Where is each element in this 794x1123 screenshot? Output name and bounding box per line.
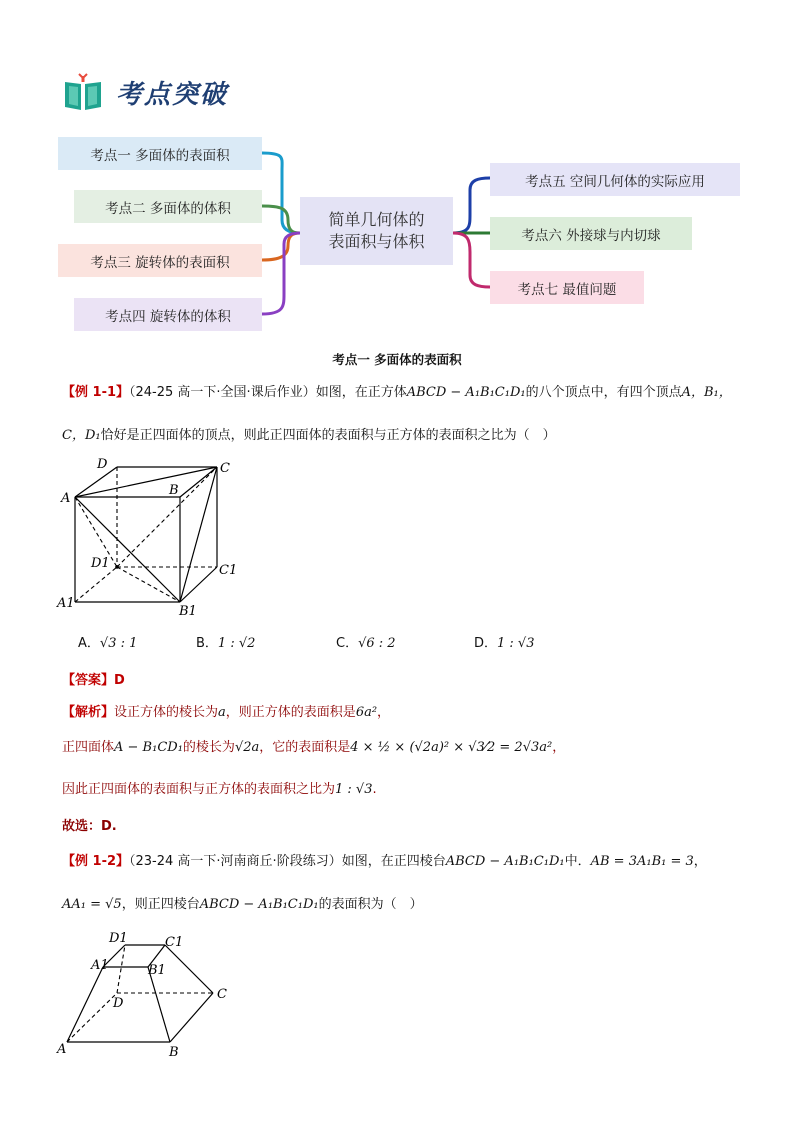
- option-b[interactable]: B．1 : √2: [196, 636, 256, 651]
- frustum-label-c: C: [217, 987, 227, 1002]
- cube-label-b1: B1: [179, 604, 197, 619]
- mindmap-topic-6[interactable]: 考点六 外接球与内切球: [490, 217, 692, 250]
- frustum-label-c1: C1: [165, 935, 184, 950]
- frustum-label-a: A: [57, 1042, 67, 1057]
- option-c[interactable]: C．√6 : 2: [336, 636, 396, 651]
- example1-tag: 【例 1-1】: [62, 385, 130, 400]
- analysis-line1: 【解析】设正方体的棱长为a，则正方体的表面积是6a²，: [62, 705, 391, 720]
- example2-tag: 【例 1-2】: [62, 854, 130, 869]
- cube-label-a: A: [61, 491, 71, 506]
- mindmap-topic-3[interactable]: 考点三 旋转体的表面积: [58, 244, 262, 277]
- surface-area-formula: 4 × ½ × (√2a)² × √3⁄2 = 2√3a²: [350, 740, 553, 755]
- example1-line2: C，D₁恰好是正四面体的顶点，则此正四面体的表面积与正方体的表面积之比为（ ）: [62, 428, 556, 443]
- mindmap-topic-7[interactable]: 考点七 最值问题: [490, 271, 644, 304]
- cube-figure: [55, 452, 245, 622]
- choice-line: 故选：D.: [62, 819, 117, 834]
- header-book-icon: [62, 70, 104, 112]
- frustum-label-b1: B1: [148, 963, 166, 978]
- mindmap-topic-4[interactable]: 考点四 旋转体的体积: [74, 298, 262, 331]
- frustum-label-a1: A1: [91, 958, 109, 973]
- cube-label-c: C: [220, 461, 230, 476]
- example1-source: （24-25 高一下·全国·课后作业）: [129, 385, 316, 400]
- option-a[interactable]: A．√3 : 1: [78, 636, 138, 651]
- section-heading: 考点一 多面体的表面积: [332, 352, 462, 367]
- analysis-tag: 【解析】: [62, 705, 115, 720]
- frustum-label-b: B: [169, 1045, 179, 1060]
- example2-line2: AA₁ = √5，则正四棱台ABCD − A₁B₁C₁D₁的表面积为（ ）: [62, 897, 423, 912]
- cube-label-b: B: [169, 483, 179, 498]
- mindmap-topic-2[interactable]: 考点二 多面体的体积: [74, 190, 262, 223]
- frustum-label-d: D: [113, 996, 124, 1011]
- example2-line1: 【例 1-2】（23-24 高一下·河南商丘·阶段练习）如图，在正四棱台ABCD − A₁B₁C₁D₁中．AB = 3A₁B₁ = 3，: [62, 854, 707, 869]
- cube-label-a1: A1: [57, 596, 75, 611]
- answer-line: [62, 669, 125, 688]
- mindmap-center: [300, 197, 453, 265]
- example1-line1: 【例 1-1】（24-25 高一下·全国·课后作业）如图，在正方体ABCD − A₁B₁C₁D₁的八个顶点中，有四个顶点A，B₁，: [62, 385, 732, 400]
- mindmap-center-line1: 简单几何体的: [328, 210, 425, 229]
- frustum-figure: [55, 925, 245, 1065]
- header-title: 考点突破: [116, 80, 229, 110]
- option-d[interactable]: D．1 : √3: [474, 636, 535, 651]
- analysis-line3: 因此正四面体的表面积与正方体的表面积之比为1 : √3.: [62, 782, 377, 797]
- example2-source: （23-24 高一下·河南商丘·阶段练习）: [129, 854, 342, 869]
- mindmap-topic-5[interactable]: 考点五 空间几何体的实际应用: [490, 163, 740, 196]
- cube-label-d1: D1: [91, 556, 110, 571]
- analysis-line2: 正四面体A − B₁CD₁的棱长为√2a，它的表面积是4 × ½ × (√2a)² × √3⁄2 = 2√3a²，: [62, 740, 566, 755]
- cube-name: ABCD − A₁B₁C₁D₁: [406, 385, 526, 400]
- mindmap-topic-1[interactable]: 考点一 多面体的表面积: [58, 137, 262, 170]
- mindmap-center-line2: 表面积与体积: [328, 232, 425, 251]
- cube-label-d: D: [97, 457, 108, 472]
- answer-value: D: [114, 673, 125, 688]
- frustum-label-d1: D1: [109, 931, 128, 946]
- answer-tag: 【答案】: [62, 673, 115, 688]
- cube-label-c1: C1: [219, 563, 238, 578]
